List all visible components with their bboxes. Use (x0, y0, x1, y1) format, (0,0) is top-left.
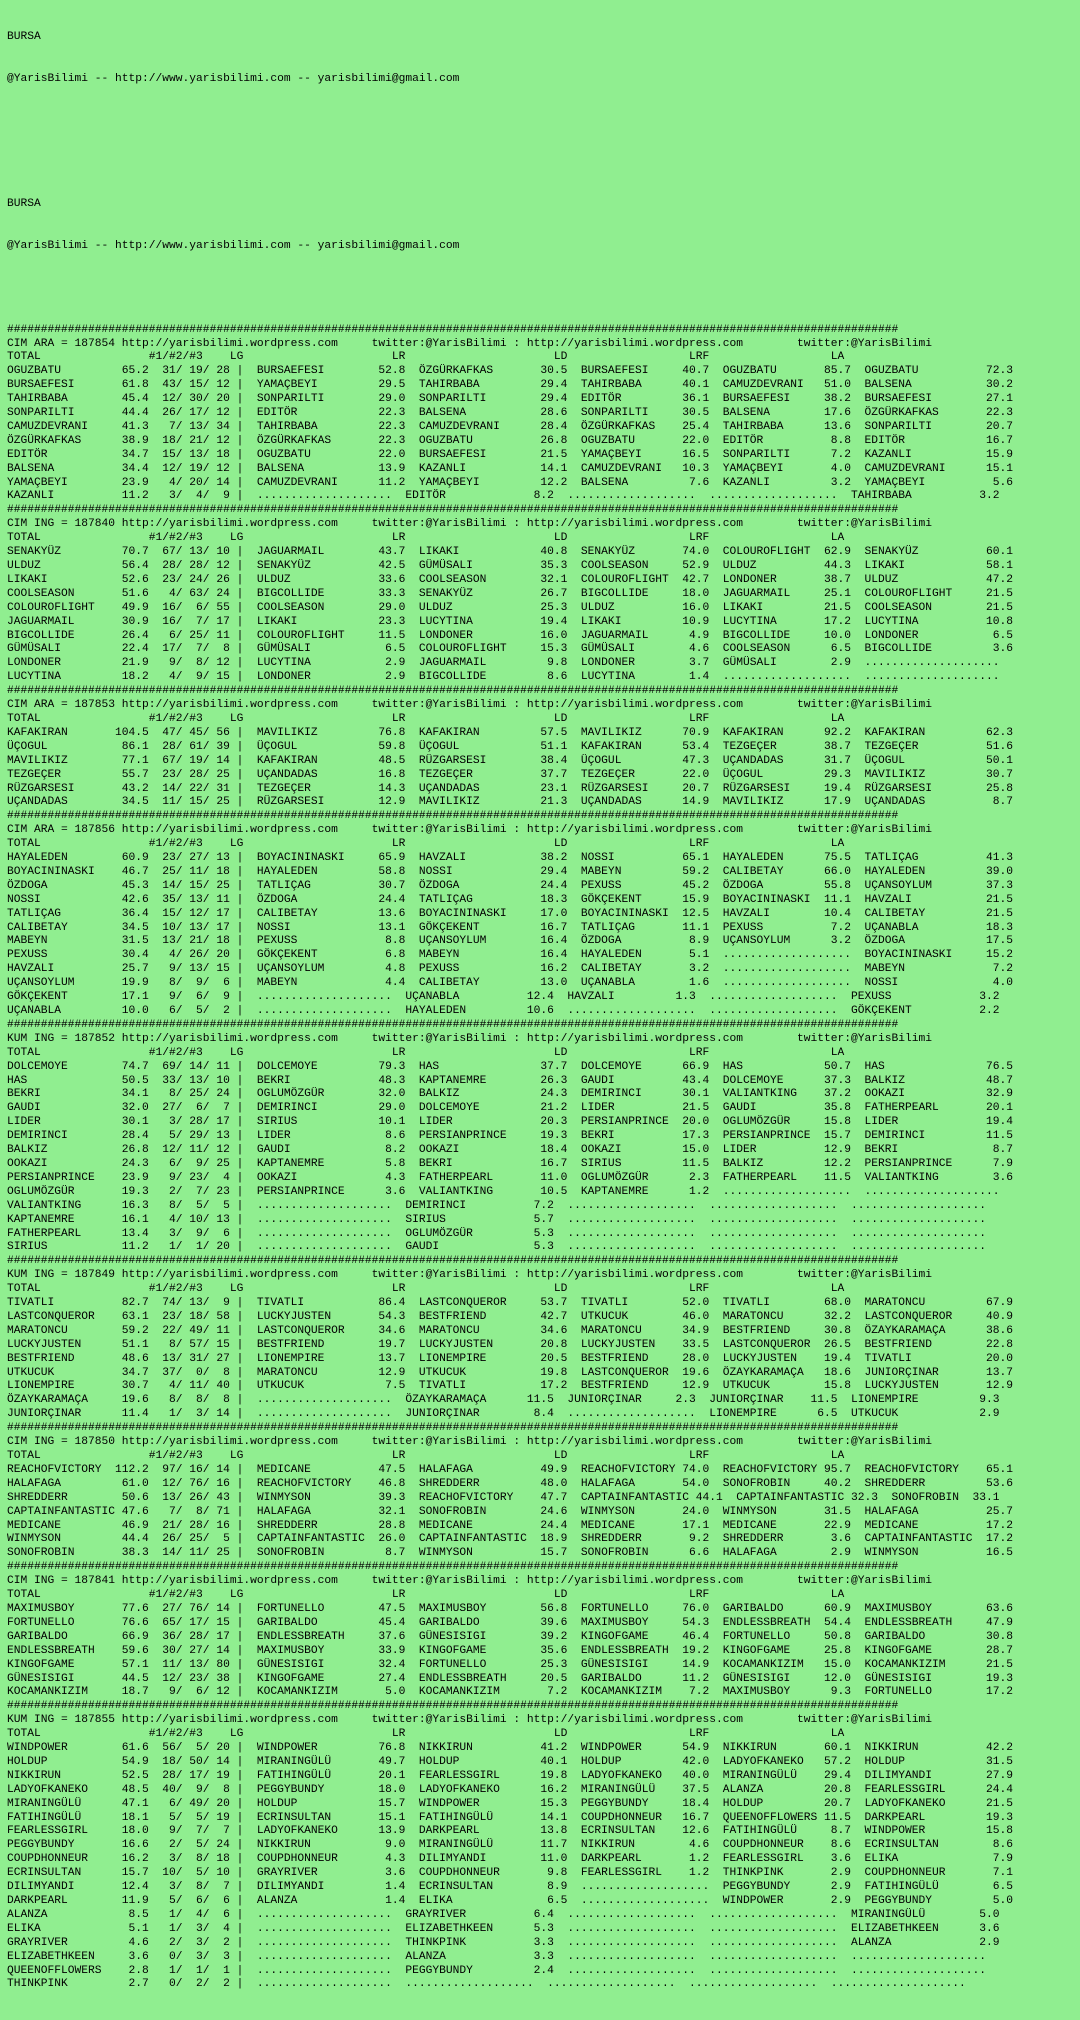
result-row: GAUDI 32.0 27/ 6/ 7 | DEMIRINCI 29.0 DOLCEMOYE 21.2 LIDER 21.5 GAUDI 35.8 FATHERPEARL 20.1 (7, 1102, 1013, 1116)
column-headers: TOTAL #1/#2/#3 LG LR LD LRF LA (7, 1728, 1013, 1742)
result-row: UÇANABLA 10.0 6/ 5/ 2 | .................... HAYALEDEN 10.6 ................... ................... GÖKÇEKENT 2.2 (7, 1005, 1013, 1019)
result-row: LADYOFKANEKO 48.5 40/ 9/ 8 | PEGGYBUNDY 18.0 LADYOFKANEKO 16.2 MIRANINGÜLÜ 37.5 ALANZA 20.8 FEARLESSGIRL 24.4 (7, 1784, 1013, 1798)
result-row: OGLUMÖZGÜR 19.3 2/ 7/ 23 | PERSIANPRINCE 3.6 VALIANTKING 10.5 KAPTANEMRE 1.2 ................... .................... (7, 1186, 1013, 1200)
result-row: PERSIANPRINCE 23.9 9/ 23/ 4 | OOKAZI 4.3 FATHERPEARL 11.0 OGLUMÖZGÜR 2.3 FATHERPEARL 11.5 VALIANTKING 3.6 (7, 1172, 1013, 1186)
result-row: ÜÇOGUL 86.1 28/ 61/ 39 | ÜÇOGUL 59.8 ÜÇOGUL 51.1 KAFAKIRAN 53.4 TEZGEÇER 38.7 TEZGEÇER 51.6 (7, 741, 1013, 755)
result-row: KAPTANEMRE 16.1 4/ 10/ 13 | .................... SIRIUS 5.7 ................... ................... .................... (7, 1214, 1013, 1228)
result-row: MEDICANE 46.9 21/ 28/ 16 | SHREDDERR 28.8 MEDICANE 24.4 MEDICANE 17.1 MEDICANE 22.9 MEDICANE 17.2 (7, 1520, 1013, 1534)
result-row: CALIBETAY 34.5 10/ 13/ 17 | NOSSI 13.1 GÖKÇEKENT 16.7 TATLIÇAG 11.1 PEXUSS 7.2 UÇANABLA 18.3 (7, 922, 1013, 936)
result-row: QUEENOFFLOWERS 2.8 1/ 1/ 1 | .................... PEGGYBUNDY 2.4 ................... ................... .................... (7, 1965, 1013, 1979)
result-row: GRAYRIVER 4.6 2/ 3/ 2 | .................... THINKPINK 3.3 ................... ................... ALANZA 2.9 (7, 1937, 1013, 1951)
race-section (7, 1019, 1013, 1255)
result-row: JUNIORÇINAR 11.4 1/ 3/ 14 | .................... JUNIORÇINAR 8.4 ................... LIONEMPIRE 6.5 UTKUCUK 2.9 (7, 1408, 1013, 1422)
result-row: HOLDUP 54.9 18/ 50/ 14 | MIRANINGÜLÜ 49.7 HOLDUP 40.1 HOLDUP 42.0 LADYOFKANEKO 57.2 HOLDUP 31.5 (7, 1756, 1013, 1770)
header-contact: @YarisBilimi -- http://www.yarisbilimi.com -- yarisbilimi@gmail.com (7, 73, 1013, 87)
result-row: NIKKIRUN 52.5 28/ 17/ 19 | FATIHINGÜLÜ 20.1 FEARLESSGIRL 19.8 LADYOFKANEKO 40.0 MIRANINGÜLÜ 29.4 DILIMYANDI 27.9 (7, 1770, 1013, 1784)
result-row: ALANZA 8.5 1/ 4/ 6 | .................... GRAYRIVER 6.4 ................... ................... MIRANINGÜLÜ 5.0 (7, 1909, 1013, 1923)
result-row: TEZGEÇER 55.7 23/ 28/ 25 | UÇANDADAS 16.8 TEZGEÇER 37.7 TEZGEÇER 22.0 ÜÇOGUL 29.3 MAVILIKIZ 30.7 (7, 769, 1013, 783)
result-row: FORTUNELLO 76.6 65/ 17/ 15 | GARIBALDO 45.4 GARIBALDO 39.6 MAXIMUSBOY 54.3 ENDLESSBREATH 54.4 ENDLESSBREATH 47.9 (7, 1617, 1013, 1631)
result-row: GÜMÜSALI 22.4 17/ 7/ 8 | GÜMÜSALI 6.5 COLOUROFLIGHT 15.3 GÜMÜSALI 4.6 COOLSEASON 6.5 BIGCOLLIDE 3.6 (7, 643, 1013, 657)
result-row: SIRIUS 11.2 1/ 1/ 20 | .................... GAUDI 5.3 ................... ................... .................... (7, 1241, 1013, 1255)
result-row: SHREDDERR 50.6 13/ 26/ 43 | WINMYSON 39.3 REACHOFVICTORY 47.7 CAPTAINFANTASTIC 44.1 CAPTAINFANTASTIC 32.3 SONOFROBIN 33.1 (7, 1492, 1013, 1506)
result-row: DILIMYANDI 12.4 3/ 8/ 7 | DILIMYANDI 1.4 ECRINSULTAN 8.9 ................... PEGGYBUNDY 2.9 FATIHINGÜLÜ 6.5 (7, 1881, 1013, 1895)
column-headers: TOTAL #1/#2/#3 LG LR LD LRF LA (7, 838, 1013, 852)
race-title: CIM ARA = 187856 http://yarisbilimi.wordpress.com twitter:@YarisBilimi : http://yarisbilimi.wordpress.com twitter:@YarisBilimi (7, 824, 1013, 838)
section-separator: #################################################################################################################################### (7, 1422, 1013, 1436)
race-section (7, 810, 1013, 1019)
race-section (7, 1561, 1013, 1700)
result-row: TIVATLI 82.7 74/ 13/ 9 | TIVATLI 86.4 LASTCONQUEROR 53.7 TIVATLI 52.0 TIVATLI 68.0 MARATONCU 67.9 (7, 1297, 1013, 1311)
result-row: PEGGYBUNDY 16.6 2/ 5/ 24 | NIKKIRUN 9.0 MIRANINGÜLÜ 11.7 NIKKIRUN 4.6 COUPDHONNEUR 8.6 ECRINSULTAN 8.6 (7, 1839, 1013, 1853)
race-section (7, 504, 1013, 685)
result-row: SONOFROBIN 38.3 14/ 11/ 25 | SONOFROBIN 8.7 WINMYSON 15.7 SONOFROBIN 6.6 HALAFAGA 2.9 WINMYSON 16.5 (7, 1547, 1013, 1561)
section-separator: #################################################################################################################################### (7, 810, 1013, 824)
result-row: KINGOFGAME 57.1 11/ 13/ 80 | GÜNESISIGI 32.4 FORTUNELLO 25.3 GÜNESISIGI 14.9 KOCAMANKIZIM 15.0 KOCAMANKIZIM 21.5 (7, 1659, 1013, 1673)
result-row: ELIKA 5.1 1/ 3/ 4 | .................... ELIZABETHKEEN 5.3 ................... ................... ELIZABETHKEEN 3.6 (7, 1923, 1013, 1937)
result-row: FATHERPEARL 13.4 3/ 9/ 6 | .................... OGLUMÖZGÜR 5.3 ................... ................... .................... (7, 1228, 1013, 1242)
result-row: GÜNESISIGI 44.5 12/ 23/ 38 | KINGOFGAME 27.4 ENDLESSBREATH 20.5 GARIBALDO 11.2 GÜNESISIGI 12.0 GÜNESISIGI 19.3 (7, 1673, 1013, 1687)
result-row: BEKRI 34.1 8/ 25/ 24 | OGLUMÖZGÜR 32.0 BALKIZ 24.3 DEMIRINCI 30.1 VALIANTKING 37.2 OOKAZI 32.9 (7, 1088, 1013, 1102)
result-row: HAS 50.5 33/ 13/ 10 | BEKRI 48.3 KAPTANEMRE 26.3 GAUDI 43.4 DOLCEMOYE 37.3 BALKIZ 48.7 (7, 1075, 1013, 1089)
blank-line (7, 282, 1013, 296)
result-row: TATLIÇAG 36.4 15/ 12/ 17 | CALIBETAY 13.6 BOYACININASKI 17.0 BOYACININASKI 12.5 HAVZALI 10.4 CALIBETAY 21.5 (7, 908, 1013, 922)
result-row: SONPARILTI 44.4 26/ 17/ 12 | EDITÖR 22.3 BALSENA 28.6 SONPARILTI 30.5 BALSENA 17.6 ÖZGÜRKAFKAS 22.3 (7, 407, 1013, 421)
result-row: BURSAEFESI 61.8 43/ 15/ 12 | YAMAÇBEYI 29.5 TAHIRBABA 29.4 TAHIRBABA 40.1 CAMUZDEVRANI 51.0 BALSENA 30.2 (7, 379, 1013, 393)
result-row: DEMIRINCI 28.4 5/ 29/ 13 | LIDER 8.6 PERSIANPRINCE 19.3 BEKRI 17.3 PERSIANPRINCE 15.7 DEMIRINCI 11.5 (7, 1130, 1013, 1144)
section-separator: #################################################################################################################################### (7, 1019, 1013, 1033)
column-headers: TOTAL #1/#2/#3 LG LR LD LRF LA (7, 1047, 1013, 1061)
result-row: KAFAKIRAN 104.5 47/ 45/ 56 | MAVILIKIZ 76.8 KAFAKIRAN 57.5 MAVILIKIZ 70.9 KAFAKIRAN 92.2 KAFAKIRAN 62.3 (7, 727, 1013, 741)
result-row: BALKIZ 26.8 12/ 11/ 12 | GAUDI 8.2 OOKAZI 18.4 OOKAZI 15.0 LIDER 12.9 BEKRI 8.7 (7, 1144, 1013, 1158)
race-title: CIM ING = 187841 http://yarisbilimi.wordpress.com twitter:@YarisBilimi : http://yarisbilimi.wordpress.com twitter:@YarisBilimi (7, 1575, 1013, 1589)
result-row: LIONEMPIRE 30.7 4/ 11/ 40 | UTKUCUK 7.5 TIVATLI 17.2 BESTFRIEND 12.9 UTKUCUK 15.8 LUCKYJUSTEN 12.9 (7, 1380, 1013, 1394)
result-row: KOCAMANKIZIM 18.7 9/ 6/ 12 | KOCAMANKIZIM 5.0 KOCAMANKIZIM 7.2 KOCAMANKIZIM 7.2 MAXIMUSBOY 9.3 FORTUNELLO 17.2 (7, 1686, 1013, 1700)
result-row: CAMUZDEVRANI 41.3 7/ 13/ 34 | TAHIRBABA 22.3 CAMUZDEVRANI 28.4 ÖZGÜRKAFKAS 25.4 TAHIRBABA 13.6 SONPARILTI 20.7 (7, 421, 1013, 435)
result-row: SENAKYÜZ 70.7 67/ 13/ 10 | JAGUARMAIL 43.7 LIKAKI 40.8 SENAKYÜZ 74.0 COLOUROFLIGHT 62.9 SENAKYÜZ 60.1 (7, 546, 1013, 560)
result-row: JAGUARMAIL 30.9 16/ 7/ 17 | LIKAKI 23.3 LUCYTINA 19.4 LIKAKI 10.9 LUCYTINA 17.2 LUCYTINA 10.8 (7, 616, 1013, 630)
results-sheet (7, 4, 1013, 2020)
column-headers: TOTAL #1/#2/#3 LG LR LD LRF LA (7, 532, 1013, 546)
section-separator: #################################################################################################################################### (7, 685, 1013, 699)
result-row: COUPDHONNEUR 16.2 3/ 8/ 18 | COUPDHONNEUR 4.3 DILIMYANDI 11.0 DARKPEARL 1.2 FEARLESSGIRL 3.6 ELIKA 7.9 (7, 1853, 1013, 1867)
result-row: COLOUROFLIGHT 49.9 16/ 6/ 55 | COOLSEASON 29.0 ULDUZ 25.3 ULDUZ 16.0 LIKAKI 21.5 COOLSEASON 21.5 (7, 602, 1013, 616)
result-row: MIRANINGÜLÜ 47.1 6/ 49/ 20 | HOLDUP 15.7 WINDPOWER 15.3 PEGGYBUNDY 18.4 HOLDUP 20.7 LADYOFKANEKO 21.5 (7, 1798, 1013, 1812)
result-row: ENDLESSBREATH 59.6 30/ 27/ 14 | MAXIMUSBOY 33.9 KINGOFGAME 35.6 ENDLESSBREATH 19.2 KINGOFGAME 25.8 KINGOFGAME 28.7 (7, 1645, 1013, 1659)
result-row: LUCYTINA 18.2 4/ 9/ 15 | LONDONER 2.9 BIGCOLLIDE 8.6 LUCYTINA 1.4 ................... .................... (7, 671, 1013, 685)
result-row: BIGCOLLIDE 26.4 6/ 25/ 11 | COLOUROFLIGHT 11.5 LONDONER 16.0 JAGUARMAIL 4.9 BIGCOLLIDE 10.0 LONDONER 6.5 (7, 630, 1013, 644)
result-row: NOSSI 42.6 35/ 13/ 11 | ÖZDOGA 24.4 TATLIÇAG 18.3 GÖKÇEKENT 15.9 BOYACININASKI 11.1 HAVZALI 21.5 (7, 894, 1013, 908)
result-row: ELIZABETHKEEN 3.6 0/ 3/ 3 | .................... ALANZA 3.3 ................... ................... .................... (7, 1951, 1013, 1965)
result-row: YAMAÇBEYI 23.9 4/ 20/ 14 | CAMUZDEVRANI 11.2 YAMAÇBEYI 12.2 BALSENA 7.6 KAZANLI 3.2 YAMAÇBEYI 5.6 (7, 477, 1013, 491)
race-title: CIM ING = 187840 http://yarisbilimi.wordpress.com twitter:@YarisBilimi : http://yarisbilimi.wordpress.com twitter:@YarisBilimi (7, 518, 1013, 532)
result-row: BOYACININASKI 46.7 25/ 11/ 18 | HAYALEDEN 58.8 NOSSI 29.4 MABEYN 59.2 CALIBETAY 66.0 HAYALEDEN 39.0 (7, 866, 1013, 880)
race-section (7, 1255, 1013, 1422)
race-title: CIM ARA = 187853 http://yarisbilimi.wordpress.com twitter:@YarisBilimi : http://yarisbilimi.wordpress.com twitter:@YarisBilimi (7, 699, 1013, 713)
column-headers: TOTAL #1/#2/#3 LG LR LD LRF LA (7, 1589, 1013, 1603)
result-row: LIDER 30.1 3/ 28/ 17 | SIRIUS 10.1 LIDER 20.3 PERSIANPRINCE 20.0 OGLUMÖZGÜR 15.8 LIDER 19.4 (7, 1116, 1013, 1130)
header-city: BURSA (7, 31, 1013, 45)
result-row: UÇANSOYLUM 19.9 8/ 9/ 6 | MABEYN 4.4 CALIBETAY 13.0 UÇANABLA 1.6 ................... NOSSI 4.0 (7, 977, 1013, 991)
column-headers: TOTAL #1/#2/#3 LG LR LD LRF LA (7, 1283, 1013, 1297)
race-sections (7, 324, 1013, 1993)
result-row: HAYALEDEN 60.9 23/ 27/ 13 | BOYACININASKI 65.9 HAVZALI 38.2 NOSSI 65.1 HAYALEDEN 75.5 TATLIÇAG 41.3 (7, 852, 1013, 866)
race-section (7, 324, 1013, 505)
race-title: KUM ING = 187849 http://yarisbilimi.wordpress.com twitter:@YarisBilimi : http://yarisbilimi.wordpress.com twitter:@YarisBilimi (7, 1269, 1013, 1283)
result-row: ÖZDOGA 45.3 14/ 15/ 25 | TATLIÇAG 30.7 ÖZDOGA 24.4 PEXUSS 45.2 ÖZDOGA 55.8 UÇANSOYLUM 37.3 (7, 880, 1013, 894)
column-headers: TOTAL #1/#2/#3 LG LR LD LRF LA (7, 1450, 1013, 1464)
result-row: THINKPINK 2.7 0/ 2/ 2 | .................... ................... ................... ................... .................... (7, 1978, 1013, 1992)
result-row: REACHOFVICTORY 112.2 97/ 16/ 14 | MEDICANE 47.5 HALAFAGA 49.9 REACHOFVICTORY 74.0 REACHOFVICTORY 95.7 REACHOFVICTORY 65.1 (7, 1464, 1013, 1478)
result-row: ECRINSULTAN 15.7 10/ 5/ 10 | GRAYRIVER 3.6 COUPDHONNEUR 9.8 FEARLESSGIRL 1.2 THINKPINK 2.9 COUPDHONNEUR 7.1 (7, 1867, 1013, 1881)
result-row: EDITÖR 34.7 15/ 13/ 18 | OGUZBATU 22.0 BURSAEFESI 21.5 YAMAÇBEYI 16.5 SONPARILTI 7.2 KAZANLI 15.9 (7, 449, 1013, 463)
race-title: CIM ING = 187850 http://yarisbilimi.wordpress.com twitter:@YarisBilimi : http://yarisbilimi.wordpress.com twitter:@YarisBilimi (7, 1436, 1013, 1450)
result-row: BESTFRIEND 48.6 13/ 31/ 27 | LIONEMPIRE 13.7 LIONEMPIRE 20.5 BESTFRIEND 28.0 LUCKYJUSTEN 19.4 TIVATLI 20.0 (7, 1353, 1013, 1367)
section-separator: #################################################################################################################################### (7, 1561, 1013, 1575)
result-row: LUCKYJUSTEN 51.1 8/ 57/ 15 | BESTFRIEND 19.7 LUCKYJUSTEN 20.8 LUCKYJUSTEN 33.5 LASTCONQUEROR 26.5 BESTFRIEND 22.8 (7, 1339, 1013, 1353)
section-separator: #################################################################################################################################### (7, 504, 1013, 518)
result-row: WINDPOWER 61.6 56/ 5/ 20 | WINDPOWER 76.8 NIKKIRUN 41.2 WINDPOWER 54.9 NIKKIRUN 60.1 NIKKIRUN 42.2 (7, 1742, 1013, 1756)
race-section (7, 1422, 1013, 1561)
section-separator: #################################################################################################################################### (7, 1255, 1013, 1269)
header-contact: @YarisBilimi -- http://www.yarisbilimi.com -- yarisbilimi@gmail.com (7, 240, 1013, 254)
header-city: BURSA (7, 198, 1013, 212)
result-row: GÖKÇEKENT 17.1 9/ 6/ 9 | .................... UÇANABLA 12.4 HAVZALI 1.3 ................... PEXUSS 3.2 (7, 991, 1013, 1005)
result-row: OOKAZI 24.3 6/ 9/ 25 | KAPTANEMRE 5.8 BEKRI 16.7 SIRIUS 11.5 BALKIZ 12.2 PERSIANPRINCE 7.9 (7, 1158, 1013, 1172)
column-headers: TOTAL #1/#2/#3 LG LR LD LRF LA (7, 713, 1013, 727)
result-row: TAHIRBABA 45.4 12/ 30/ 20 | SONPARILTI 29.0 SONPARILTI 29.4 EDITÖR 36.1 BURSAEFESI 38.2 BURSAEFESI 27.1 (7, 393, 1013, 407)
result-row: VALIANTKING 16.3 8/ 5/ 5 | .................... DEMIRINCI 7.2 ................... ................... .................... (7, 1200, 1013, 1214)
section-separator: #################################################################################################################################### (7, 1700, 1013, 1714)
result-row: UTKUCUK 34.7 37/ 0/ 8 | MARATONCU 12.9 UTKUCUK 19.8 LASTCONQUEROR 19.6 ÖZAYKARAMAÇA 18.6 JUNIORÇINAR 13.7 (7, 1367, 1013, 1381)
result-row: DOLCEMOYE 74.7 69/ 14/ 11 | DOLCEMOYE 79.3 HAS 37.7 DOLCEMOYE 66.9 HAS 50.7 HAS 76.5 (7, 1061, 1013, 1075)
result-row: FATIHINGÜLÜ 18.1 5/ 5/ 19 | ECRINSULTAN 15.1 FATIHINGÜLÜ 14.1 COUPDHONNEUR 16.7 QUEENOFFLOWERS 11.5 DARKPEARL 19.3 (7, 1812, 1013, 1826)
result-row: ÖZAYKARAMAÇA 19.6 8/ 8/ 8 | .................... ÖZAYKARAMAÇA 11.5 JUNIORÇINAR 2.3 JUNIORÇINAR 11.5 LIONEMPIRE 9.3 (7, 1394, 1013, 1408)
race-title: KUM ING = 187852 http://yarisbilimi.wordpress.com twitter:@YarisBilimi : http://yarisbilimi.wordpress.com twitter:@YarisBilimi (7, 1033, 1013, 1047)
result-row: GARIBALDO 66.9 36/ 28/ 17 | ENDLESSBREATH 37.6 GÜNESISIGI 39.2 KINGOFGAME 46.4 FORTUNELLO 50.8 GARIBALDO 30.8 (7, 1631, 1013, 1645)
result-row: COOLSEASON 51.6 4/ 63/ 24 | BIGCOLLIDE 33.3 SENAKYÜZ 26.7 BIGCOLLIDE 18.0 JAGUARMAIL 25.1 COLOUROFLIGHT 21.5 (7, 588, 1013, 602)
race-title: CIM ARA = 187854 http://yarisbilimi.wordpress.com twitter:@YarisBilimi : http://yarisbilimi.wordpress.com twitter:@YarisBilimi (7, 338, 1013, 352)
result-row: RÜZGARSESI 43.2 14/ 22/ 31 | TEZGEÇER 14.3 UÇANDADAS 23.1 RÜZGARSESI 20.7 RÜZGARSESI 19.4 RÜZGARSESI 25.8 (7, 783, 1013, 797)
result-row: MABEYN 31.5 13/ 21/ 18 | PEXUSS 8.8 UÇANSOYLUM 16.4 ÖZDOGA 8.9 UÇANSOYLUM 3.2 ÖZDOGA 17.5 (7, 935, 1013, 949)
result-row: OGUZBATU 65.2 31/ 19/ 28 | BURSAEFESI 52.8 ÖZGÜRKAFKAS 30.5 BURSAEFESI 40.7 OGUZBATU 85.7 OGUZBATU 72.3 (7, 365, 1013, 379)
column-headers: TOTAL #1/#2/#3 LG LR LD LRF LA (7, 351, 1013, 365)
result-row: FEARLESSGIRL 18.0 9/ 7/ 7 | LADYOFKANEKO 13.9 DARKPEARL 13.8 ECRINSULTAN 12.6 FATIHINGÜLÜ 8.7 WINDPOWER 15.8 (7, 1825, 1013, 1839)
result-row: LONDONER 21.9 9/ 8/ 12 | LUCYTINA 2.9 JAGUARMAIL 9.8 LONDONER 3.7 GÜMÜSALI 2.9 .................... (7, 657, 1013, 671)
result-row: CAPTAINFANTASTIC 47.6 7/ 8/ 71 | HALAFAGA 32.1 SONOFROBIN 24.6 WINMYSON 24.0 WINMYSON 31.5 HALAFAGA 25.7 (7, 1506, 1013, 1520)
race-title: KUM ING = 187855 http://yarisbilimi.wordpress.com twitter:@YarisBilimi : http://yarisbilimi.wordpress.com twitter:@YarisBilimi (7, 1714, 1013, 1728)
result-row: PEXUSS 30.4 4/ 26/ 20 | GÖKÇEKENT 6.8 MABEYN 16.4 HAYALEDEN 5.1 ................... BOYACININASKI 15.2 (7, 949, 1013, 963)
result-row: MARATONCU 59.2 22/ 49/ 11 | LASTCONQUEROR 34.6 MARATONCU 34.6 MARATONCU 34.9 BESTFRIEND 30.8 ÖZAYKARAMAÇA 38.6 (7, 1325, 1013, 1339)
result-row: HALAFAGA 61.0 12/ 76/ 16 | REACHOFVICTORY 46.8 SHREDDERR 48.0 HALAFAGA 54.0 SONOFROBIN 40.2 SHREDDERR 53.6 (7, 1478, 1013, 1492)
result-row: HAVZALI 25.7 9/ 13/ 15 | UÇANSOYLUM 4.8 PEXUSS 16.2 CALIBETAY 3.2 ................... MABEYN 7.2 (7, 963, 1013, 977)
blank-line (7, 115, 1013, 129)
result-row: MAVILIKIZ 77.1 67/ 19/ 14 | KAFAKIRAN 48.5 RÜZGARSESI 38.4 ÜÇOGUL 47.3 UÇANDADAS 31.7 ÜÇOGUL 50.1 (7, 755, 1013, 769)
race-section (7, 1700, 1013, 1992)
result-row: LASTCONQUEROR 63.1 23/ 18/ 58 | LUCKYJUSTEN 54.3 BESTFRIEND 42.7 UTKUCUK 46.0 MARATONCU 32.2 LASTCONQUEROR 40.9 (7, 1311, 1013, 1325)
result-row: MAXIMUSBOY 77.6 27/ 76/ 14 | FORTUNELLO 47.5 MAXIMUSBOY 56.8 FORTUNELLO 76.0 GARIBALDO 60.9 MAXIMUSBOY 63.6 (7, 1603, 1013, 1617)
result-row: LIKAKI 52.6 23/ 24/ 26 | ULDUZ 33.6 COOLSEASON 32.1 COLOUROFLIGHT 42.7 LONDONER 38.7 ULDUZ 47.2 (7, 574, 1013, 588)
result-row: DARKPEARL 11.9 5/ 6/ 6 | ALANZA 1.4 ELIKA 6.5 ................... WINDPOWER 2.9 PEGGYBUNDY 5.0 (7, 1895, 1013, 1909)
blank-line (7, 157, 1013, 171)
section-separator: #################################################################################################################################### (7, 324, 1013, 338)
result-row: BALSENA 34.4 12/ 19/ 12 | BALSENA 13.9 KAZANLI 14.1 CAMUZDEVRANI 10.3 YAMAÇBEYI 4.0 CAMUZDEVRANI 15.1 (7, 463, 1013, 477)
result-row: ULDUZ 56.4 28/ 28/ 12 | SENAKYÜZ 42.5 GÜMÜSALI 35.3 COOLSEASON 52.9 ULDUZ 44.3 LIKAKI 58.1 (7, 560, 1013, 574)
result-row: ÖZGÜRKAFKAS 38.9 18/ 21/ 12 | ÖZGÜRKAFKAS 22.3 OGUZBATU 26.8 OGUZBATU 22.0 EDITÖR 8.8 EDITÖR 16.7 (7, 435, 1013, 449)
result-row: WINMYSON 44.4 26/ 25/ 5 | CAPTAINFANTASTIC 26.0 CAPTAINFANTASTIC 18.9 SHREDDERR 9.2 SHREDDERR 3.6 CAPTAINFANTASTIC 17.2 (7, 1533, 1013, 1547)
result-row: UÇANDADAS 34.5 11/ 15/ 25 | RÜZGARSESI 12.9 MAVILIKIZ 21.3 UÇANDADAS 14.9 MAVILIKIZ 17.9 UÇANDADAS 8.7 (7, 796, 1013, 810)
race-section (7, 685, 1013, 810)
result-row: KAZANLI 11.2 3/ 4/ 9 | .................... EDITÖR 8.2 ................... ................... TAHIRBABA 3.2 (7, 490, 1013, 504)
